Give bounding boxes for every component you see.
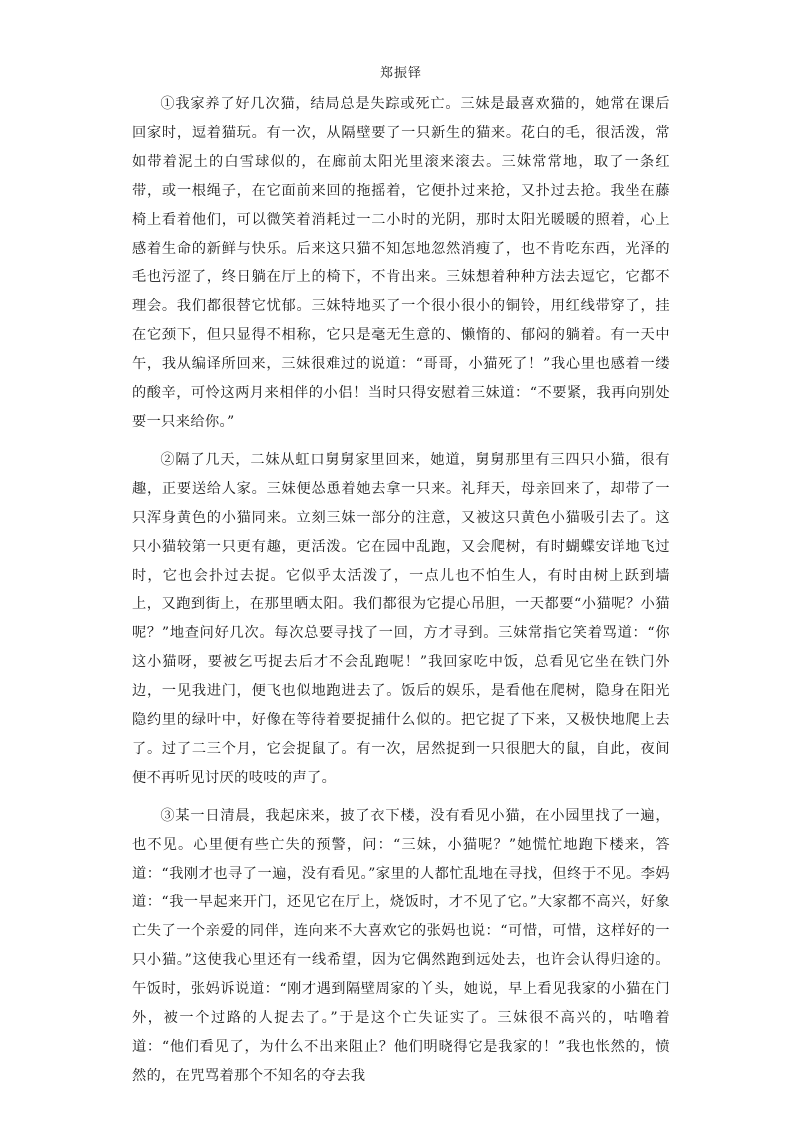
paragraph-2: ②隔了几天，二妹从虹口舅舅家里回来，她道，舅舅那里有三四只小猫，很有趣，正要送给人家。三妹便怂恿着她去拿一只来。礼拜天，母亲回来了，却带了一只浑身黄色的小猫同来。立刻三妹一部分的注意，又被这只黄色小猫吸引去了。这只小猫较第一只更有趣，更活泼。它在园中乱跑，又会爬树，有时蝴蝶安详地飞过时，它也会扑过去捉。它似乎太活泼了，一点儿也不怕生人，有时由树上跃到墙上，又跑到街上，在那里晒太阳。我们都很为它提心吊胆，一天都要“小猫呢？小猫呢？”地查问好几次。每次总要寻找了一回，方才寻到。三妹常指它笑着骂道：“你这小猫呀，要被乞丐捉去后才不会乱跑呢！”我回家吃中饭，总看见它坐在铁门外边，一见我进门，便飞也似地跑进去了。饭后的娱乐，是看他在爬树，隐身在阳光隐约里的绿叶中，好像在等待着要捉捕什么似的。把它捉了下来，又极快地爬上去了。过了二三个月，它会捉鼠了。有一次，居然捉到一只很肥大的鼠，自此，夜间便不再听见讨厌的吱吱的声了。 <box>132 451 670 786</box>
author-name: 郑振铎 <box>379 66 422 81</box>
paragraph-3: ③某一日清晨，我起床来，披了衣下楼，没有看见小猫，在小园里找了一遍，也不见。心里便有些亡失的预警，问：“三妹，小猫呢？”她慌忙地跑下楼来，答道：“我刚才也寻了一遍，没有看见。”家里的人都忙乱地在寻找，但终于不见。李妈道：“我一早起来开门，还见它在厅上，烧饭时，才不见了它。”大家都不高兴，好象亡失了一个亲爱的同伴，连向来不大喜欢它的张妈也说：“可惜，可惜，这样好的一只小猫。”这使我心里还有一线希望，因为它偶然跑到远处去，也许会认得归途的。午饭时，张妈诉说道：“刚才遇到隔壁周家的丫头，她说，早上看见我家的小猫在门外，被一个过路的人捉去了。”于是这个亡失证实了。三妹很不高兴的，咕噜着道：“他们看见了，为什么不出来阻止？他们明晓得它是我家的！”我也怅然的，愤然的，在咒骂着那个不知名的夺去我 <box>132 807 670 1084</box>
paragraph-1: ①我家养了好几次猫，结局总是失踪或死亡。三妹是最喜欢猫的，她常在课后回家时，逗着猫玩。有一次，从隔壁要了一只新生的猫来。花白的毛，很活泼，常如带着泥土的白雪球似的，在廊前太阳光里滚来滚去。三妹常常地，取了一条红带，或一根绳子，在它面前来回的拖摇着，它便扑过来抢，又扑过去抢。我坐在藤椅上看着他们，可以微笑着消耗过一二小时的光阴，那时太阳光暖暖的照着，心上感着生命的新鲜与快乐。后来这只猫不知怎地忽然消瘦了，也不肯吃东西，光泽的毛也污涩了，终日躺在厅上的椅下，不肯出来。三妹想着种种方法去逗它，它都不理会。我们都很替它忧郁。三妹特地买了一个很小很小的铜铃，用红线带穿了，挂在它颈下，但只显得不相称，它只是毫无生意的、懒惰的、郁闷的躺着。有一天中午，我从编译所回来，三妹很难过的说道：“哥哥，小猫死了！”我心里也感着一缕的酸辛，可怜这两月来相伴的小侣！当时只得安慰着三妹道：“不要紧，我再向别处要一只来给你。” <box>132 96 670 430</box>
